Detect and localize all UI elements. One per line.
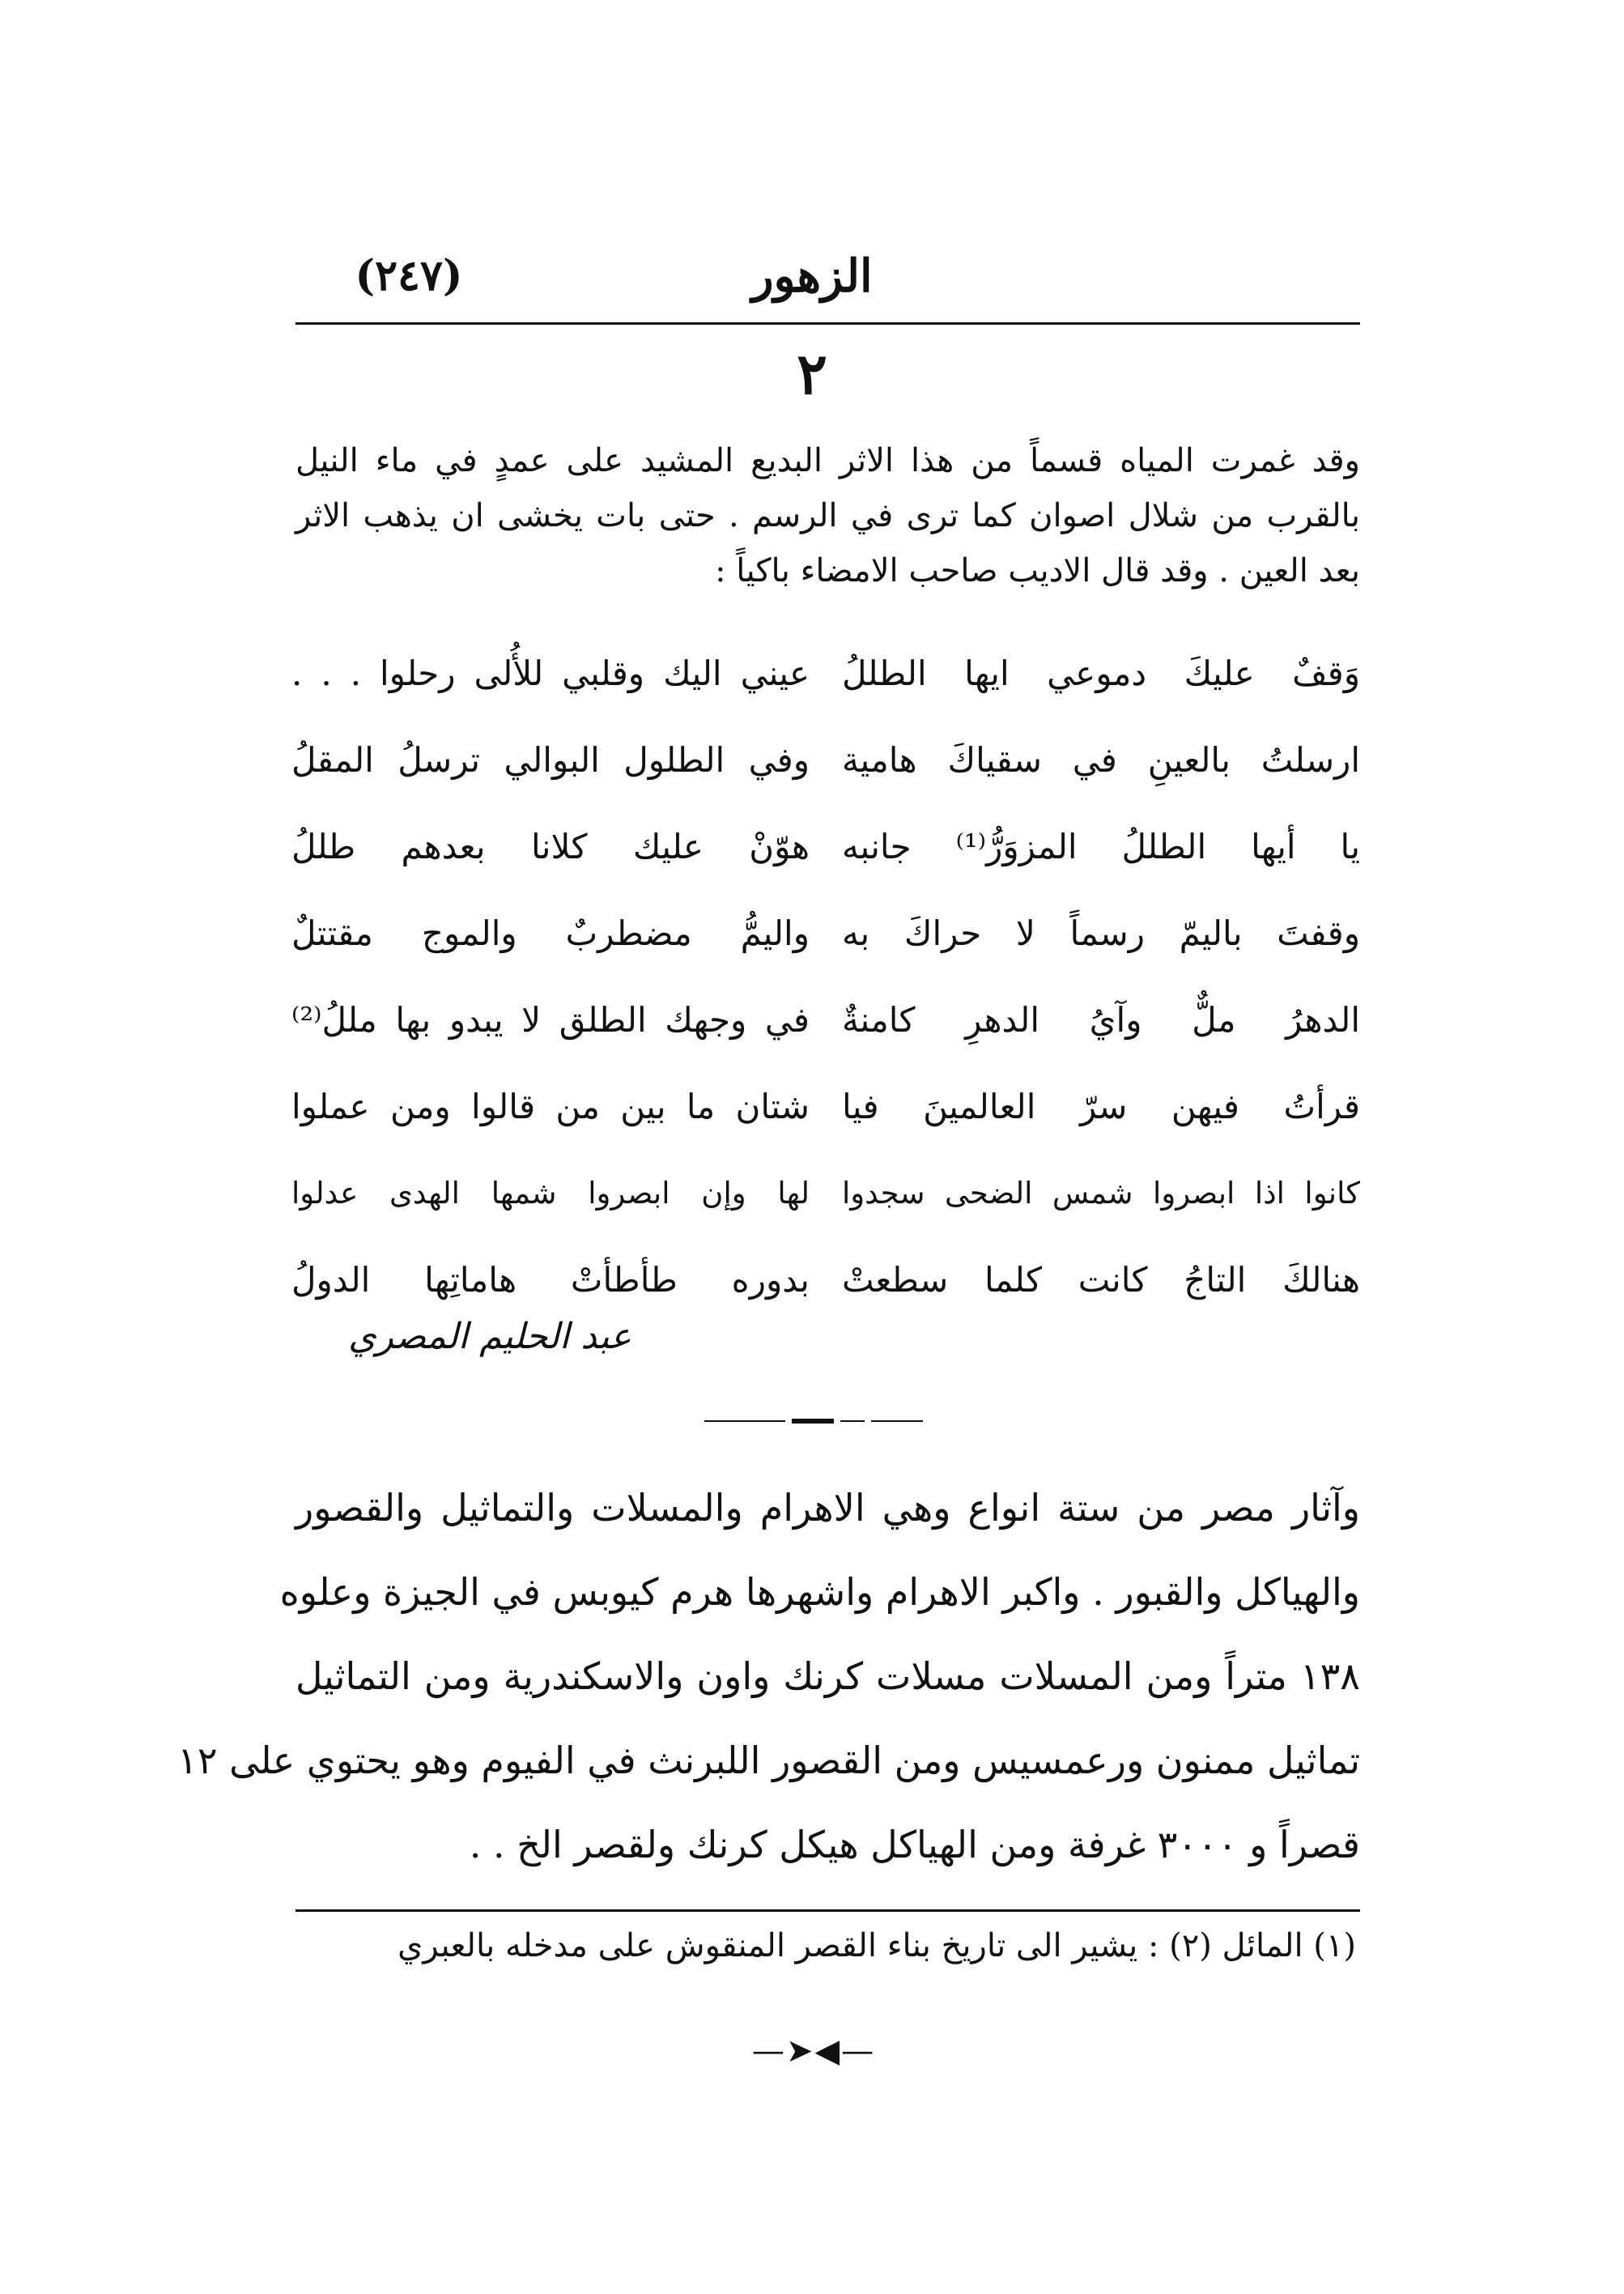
page-number: (٢٤٧) — [355, 251, 463, 300]
end-ornament: —➤◀— — [751, 2032, 876, 2070]
verse-second-hemistich: بدوره طأطأتْ هاماتِها الدولُ — [291, 1260, 810, 1300]
intro-paragraph — [295, 433, 1360, 598]
verse-second-hemistich: وفي الطلول البوالي ترسلُ المقلُ — [291, 740, 810, 780]
verse-second-hemistich: هوّنْ عليك كلانا بعدهم طللُ — [291, 827, 810, 866]
divider-dash — [704, 1420, 785, 1422]
verse-first-hemistich: وَقفٌ عليكَ دموعي ايها الطللُ — [842, 653, 1360, 693]
poem-verse — [291, 807, 1360, 893]
body-line: وآثار مصر من ستة انواع وهي الاهرام والمسلات والتماثيل والقصور — [295, 1486, 1360, 1530]
body-paragraph — [177, 1466, 1360, 1887]
verse-first-hemistich: قرأتُ فيهن سرّ العالمينَ فيا — [842, 1087, 1360, 1126]
divider-dash — [840, 1420, 865, 1422]
verse-second-hemistich: عيني اليك وقلبي للأُلى رحلوا . . . — [291, 653, 810, 693]
body-line: والهياكل والقبور . واكبر الاهرام واشهرها هرم كيوبس في الجيزة وعلوه — [279, 1570, 1360, 1614]
intro-line: وقد غمرت المياه قسماً من هذا الاثر البديع المشيد على عمدٍ في ماء النيل — [295, 442, 1360, 479]
section-number: ٢ — [797, 340, 827, 407]
intro-line: بعد العين . وقد قال الاديب صاحب الامضاء باكياً : — [715, 552, 1360, 589]
footnote: (١) المائل (٢) : يشير الى تاريخ بناء القصر المنقوش على مدخله بالعبري — [397, 1927, 1356, 1964]
verse-first-hemistich: ارسلتُ بالعينِ في سقياكَ هامية — [842, 740, 1360, 780]
verse-second-hemistich: في وجهك الطلق لا يبدو بها مللُ⁽²⁾ — [291, 1000, 810, 1040]
poem-verse — [291, 980, 1360, 1066]
verse-second-hemistich: شتان ما بين من قالوا ومن عملوا — [291, 1087, 810, 1126]
verse-first-hemistich: الدهرُ ملٌّ وآيُ الدهرِ كامنةٌ — [842, 1000, 1360, 1040]
divider-dash — [871, 1420, 923, 1422]
poem-verse — [291, 720, 1360, 807]
poet-signature: عبد الحليم المصري — [348, 1316, 631, 1357]
poem-verse — [291, 1240, 1360, 1326]
poem-verse — [291, 1153, 1360, 1240]
header-rule — [295, 322, 1360, 325]
poem — [291, 633, 1360, 1326]
body-line: تماثيل ممنون ورعمسيس ومن القصور اللبرنث في الفيوم وهو يحتوي على ١٢ — [177, 1739, 1360, 1782]
verse-first-hemistich: وقفتَ باليمّ رسماً لا حراكَ به — [842, 913, 1360, 953]
intro-line: بالقرب من شلال اصوان كما ترى في الرسم . حتى بات يخشى ان يذهب الاثر — [295, 497, 1360, 534]
poem-verse — [291, 893, 1360, 980]
verse-second-hemistich: لها وإن ابصروا شمها الهدى عدلوا — [291, 1176, 810, 1211]
verse-first-hemistich: كانوا اذا ابصروا شمس الضحى سجدوا — [842, 1176, 1360, 1211]
verse-first-hemistich: هنالكَ التاجُ كانت كلما سطعتْ — [842, 1260, 1360, 1300]
divider-thick-dash — [792, 1419, 834, 1424]
running-title: الزهور — [751, 249, 873, 303]
verse-second-hemistich: واليمُّ مضطربٌ والموج مقتتلٌ — [291, 913, 810, 953]
footnote-rule — [295, 1909, 1360, 1912]
section-divider — [704, 1419, 923, 1424]
verse-first-hemistich: يا أيها الطللُ المزوَرُّ⁽¹⁾ جانبه — [842, 827, 1361, 866]
body-line: ١٣٨ متراً ومن المسلات مسلات كرنك واون والاسكندرية ومن التماثيل — [295, 1654, 1360, 1698]
poem-verse — [291, 1066, 1360, 1153]
body-line: قصراً و ٣٠٠٠ غرفة ومن الهياكل هيكل كرنك ولقصر الخ . . — [469, 1823, 1360, 1866]
poem-verse — [291, 633, 1360, 720]
